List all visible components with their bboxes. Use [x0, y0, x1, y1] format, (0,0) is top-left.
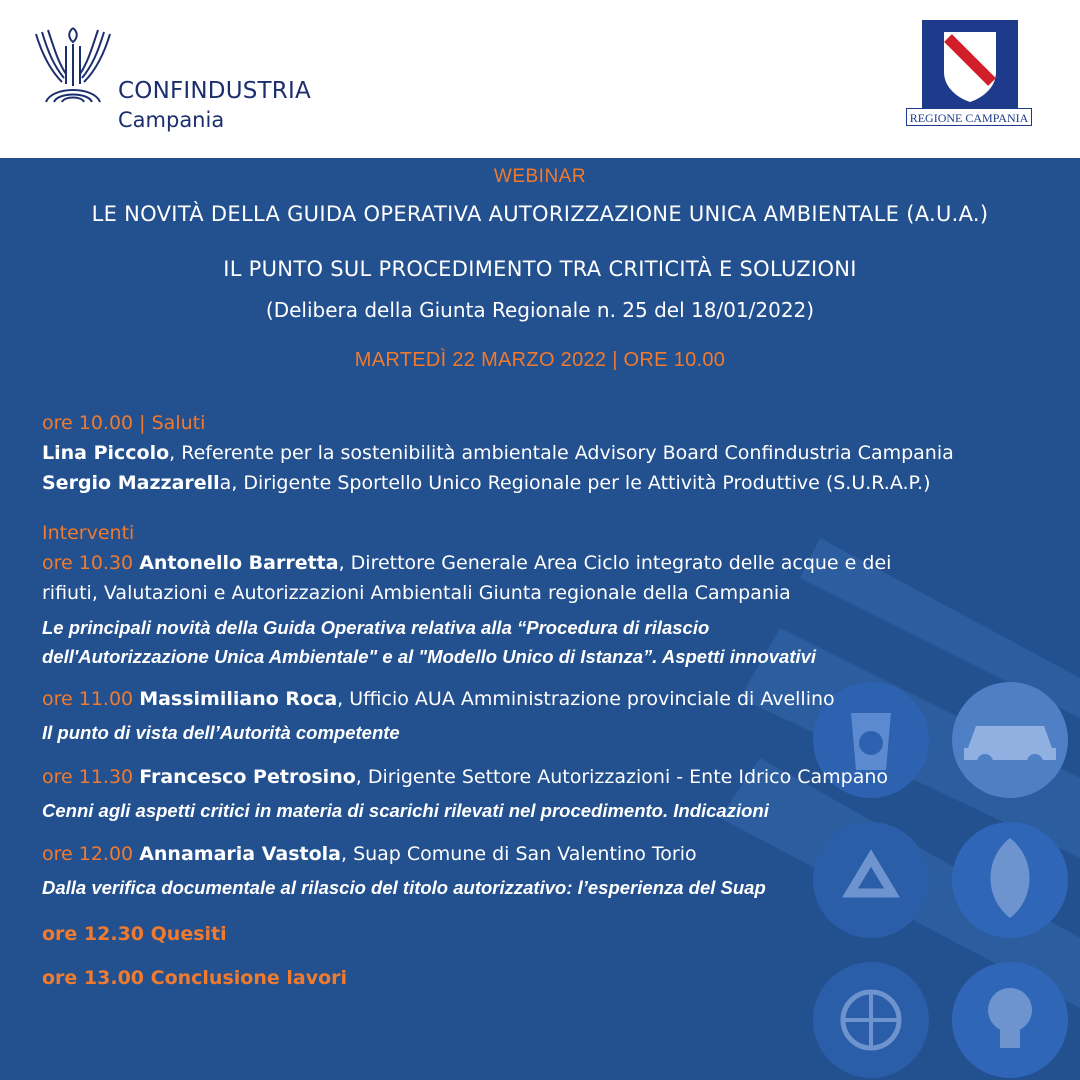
speaker-name: Lina Piccolo — [42, 442, 170, 464]
speaker-name: Francesco Petrosino — [139, 766, 356, 788]
speaker-role: a, Dirigente Sportello Unico Regionale per le Attività Produttive (S.U.R.A.P.) — [219, 472, 931, 494]
speaker-role: , Dirigente Settore Autorizzazioni - Ente Idrico Campano — [355, 766, 889, 788]
agenda-item — [42, 766, 888, 788]
agenda-topic: Le principali novità della Guida Operativa relativa alla “Procedura di rilascio — [42, 617, 710, 638]
speaker-name: Massimiliano Roca — [139, 688, 338, 710]
agenda-time: ore 12.00 — [42, 843, 134, 865]
event-title-line1: LE NOVITÀ DELLA GUIDA OPERATIVA AUTORIZZAZIONE UNICA AMBIENTALE (A.U.A.) — [91, 202, 989, 226]
agenda-time: ore 10.30 — [42, 552, 134, 574]
agenda-topic: Cenni agli aspetti critici in materia di scarichi rilevati nel procedimento. Indicazioni — [42, 800, 769, 821]
speaker-role: , Direttore Generale Area Ciclo integrato delle acque e dei — [338, 552, 892, 574]
org-name: CONFINDUSTRIA — [118, 78, 311, 104]
agenda-topic: Dalla verifica documentale al rilascio del titolo autorizzativo: l’esperienza del Suap — [42, 877, 766, 898]
agenda-time: ore 11.00 — [42, 688, 134, 710]
saluti-item — [42, 442, 954, 464]
globe-icon — [813, 962, 929, 1078]
recycle-icon — [813, 822, 929, 938]
agenda-topic: Il punto di vista dell’Autorità competente — [42, 722, 400, 743]
agenda-item — [42, 843, 697, 865]
saluti-header: ore 10.00 | Saluti — [42, 412, 206, 434]
header — [0, 0, 1080, 158]
agenda-conclusione: ore 13.00 Conclusione lavori — [42, 967, 348, 989]
event-panel — [0, 158, 1080, 1080]
event-type: WEBINAR — [493, 166, 587, 187]
confindustria-eagle-logo — [32, 24, 114, 106]
speaker-name: Antonello Barretta — [139, 552, 339, 574]
agenda-quesiti: ore 12.30 Quesiti — [42, 923, 227, 945]
agenda-time: ore 11.30 — [42, 766, 134, 788]
speaker-role: , Ufficio AUA Amministrazione provinciale di Avellino — [337, 688, 835, 710]
regione-campania-crest — [922, 20, 1018, 108]
leaf-icon — [952, 822, 1068, 938]
lightbulb-icon — [952, 962, 1068, 1078]
agenda-item — [42, 688, 835, 710]
region-label: REGIONE CAMPANIA — [906, 108, 1032, 126]
agenda-item — [42, 552, 891, 574]
confindustria-logo — [32, 24, 332, 144]
speaker-role: , Suap Comune di San Valentino Torio — [340, 843, 697, 865]
speaker-name: Annamaria Vastola — [139, 843, 341, 865]
car-icon — [952, 682, 1068, 798]
event-title-line3: (Delibera della Giunta Regionale n. 25 del 18/01/2022) — [265, 298, 815, 322]
event-title-line2: IL PUNTO SUL PROCEDIMENTO TRA CRITICITÀ E SOLUZIONI — [223, 257, 857, 281]
regione-campania-logo — [906, 20, 1034, 140]
org-subname: Campania — [118, 108, 225, 132]
speaker-name: Sergio Mazzarell — [42, 472, 220, 494]
saluti-item — [42, 472, 931, 494]
agenda-topic-cont: dell'Autorizzazione Unica Ambientale" e al "Modello Unico di Istanza”. Aspetti innovativi — [42, 646, 817, 667]
speaker-role: , Referente per la sostenibilità ambientale Advisory Board Confindustria Campania — [169, 442, 954, 464]
speaker-role-cont: rifiuti, Valutazioni e Autorizzazioni Ambientali Giunta regionale della Campania — [42, 582, 791, 604]
event-date: MARTEDÌ 22 MARZO 2022 | ORE 10.00 — [354, 349, 726, 371]
interventi-header: Interventi — [42, 522, 135, 544]
